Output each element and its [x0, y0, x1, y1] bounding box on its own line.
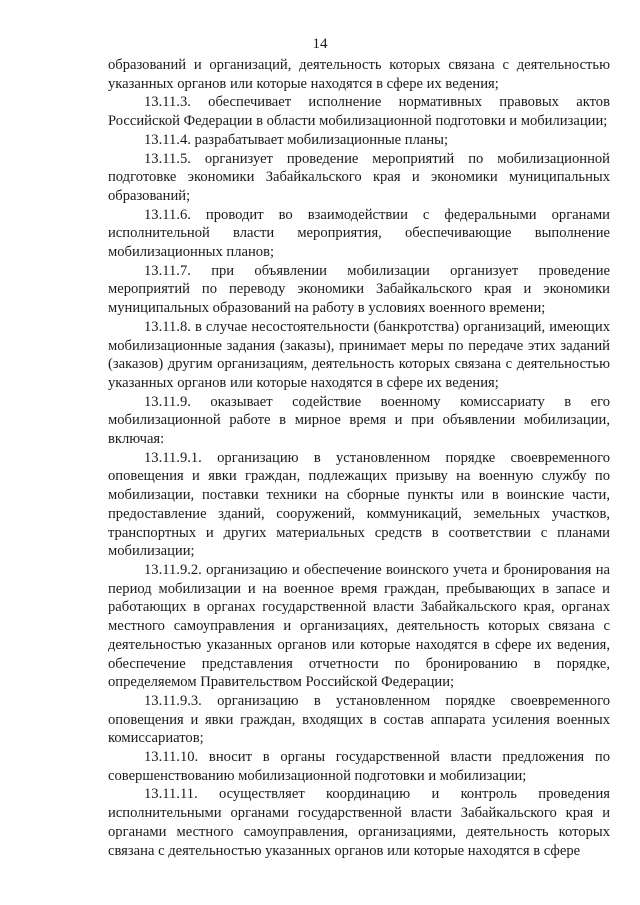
paragraph-13-11-10: 13.11.10. вносит в органы государственной власти предложения по совершенствованию мобилизационной подготовки и мобилизации; [108, 749, 610, 784]
paragraph-13-11-9: 13.11.9. оказывает содействие военному комиссариату в его мобилизационной работе в мирное время и при объявлении мобилизации, включая: [108, 393, 610, 448]
paragraph-13-11-9-1: 13.11.9.1. организацию в установленном порядке своевременного оповещения и явки граждан, подлежащих призыву на военную службу по мобилизации, поставки техники на сборные пункты или в воинские части, предоставление зданий, сооружений, коммуникаций, земельных участков, транспортных и других материальных средств в соответствии с планами мобилизации; [108, 449, 610, 560]
paragraph-continuation: образований и организаций, деятельность которых связана с деятельностью указанных органов или которые находятся в сфере их ведения; [108, 57, 610, 92]
paragraph-13-11-5: 13.11.5. организует проведение мероприятий по мобилизационной подготовке экономики Забайкальского края и экономики муниципальных образований; [108, 150, 610, 204]
paragraph-13-11-3: 13.11.3. обеспечивает исполнение нормативных правовых актов Российской Федерации в области мобилизационной подготовки и мобилизации; [108, 94, 610, 130]
document-body [108, 56, 610, 860]
paragraph-13-11-8: 13.11.8. в случае несостоятельности (банкротства) организаций, имеющих мобилизационные задания (заказы), принимает меры по передаче этих заданий (заказов) другим организациям, деятельность которых связана с деятельностью указанных органов или которые находятся в сфере их ведения; [108, 318, 610, 391]
paragraph-13-11-11: 13.11.11. осуществляет координацию и контроль проведения исполнительными органами государственной власти Забайкальского края и органами местного самоуправления, организациями, деятельность которых связана с деятельностью указанных органов или которые находятся в сфере [108, 786, 610, 859]
paragraph-13-11-6: 13.11.6. проводит во взаимодействии с федеральными органами исполнительной власти мероприятия, обеспечивающие выполнение мобилизационных планов; [108, 206, 610, 261]
paragraph-13-11-7: 13.11.7. при объявлении мобилизации организует проведение мероприятий по переводу экономики Забайкальского края и экономики муниципальных образований на работу в условиях военного времени; [108, 262, 610, 317]
paragraph-13-11-9-2: 13.11.9.2. организацию и обеспечение воинского учета и бронирования на период мобилизации и на военное время граждан, пребывающих в запасе и работающих в органах государственной власти Забайкальского края, органах местного самоуправления и организациях, деятельность которых связана с деятельностью указанных органов или которые находятся в сфере их ведения, обеспечение представления отчетности по бронированию в порядке, определяемом Правительством Российской Федерации; [108, 561, 610, 691]
paragraph-13-11-9-3: 13.11.9.3. организацию в установленном порядке своевременного оповещения и явки граждан, входящих в состав аппарата усиления военных комиссариатов; [108, 692, 610, 747]
paragraph-13-11-4: 13.11.4. разрабатывает мобилизационные планы; [144, 131, 449, 148]
page-number: 14 [312, 36, 328, 52]
